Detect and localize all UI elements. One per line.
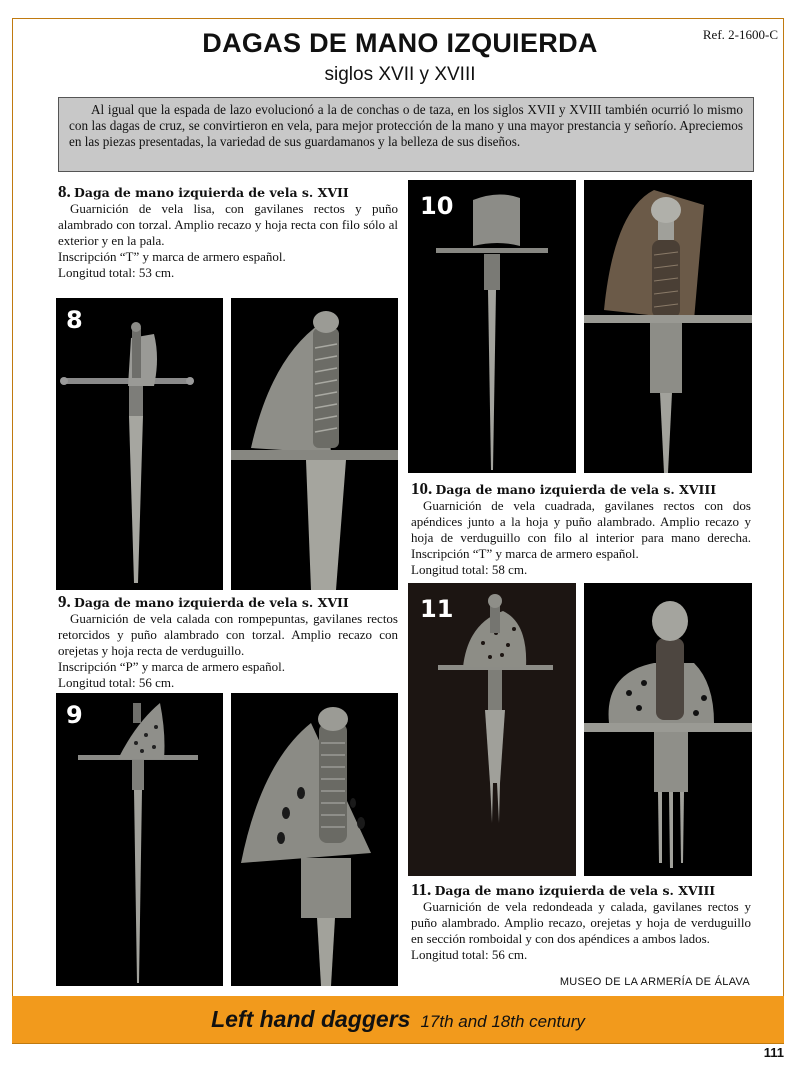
footer-banner [12, 996, 784, 1043]
item-description: Guarnición de vela cuadrada, gavilanes rectos con dos apéndices junto a la hoja y puño alambrado. Amplio recazo y hoja de verduguillo con filo al interior para mano derecha. Inscripción “T” y marca de armero español. [411, 498, 751, 561]
item-number: 10. [411, 479, 433, 498]
photo-dagger-9-detail [231, 693, 398, 986]
item-number: 11. [411, 880, 432, 899]
photo-dagger-10-full [408, 180, 576, 473]
photo-label: 8 [66, 306, 83, 334]
caption-item-9 [58, 594, 398, 691]
item-length: Longitud total: 56 cm. [58, 675, 175, 690]
photo-dagger-8-full [56, 298, 223, 590]
caption-item-8 [58, 184, 398, 281]
photo-dagger-8-detail [231, 298, 398, 590]
page-title: DAGAS DE MANO IZQUIERDA [202, 28, 598, 58]
item-title: Daga de mano izquierda de vela s. XVII [74, 595, 349, 610]
item-inscription: Inscripción “P” y marca de armero español. [58, 659, 286, 674]
item-title: Daga de mano izquierda de vela s. XVIII [434, 883, 716, 898]
intro-box: Al igual que la espada de lazo evolucionó a la de conchas o de taza, en los siglos XVII y XVIII también ocurrió lo mismo con las dagas de cruz, se convirtieron en vela, para mejor protección de la mano y una mayor prestancia y señorío. Apreciemos en las piezas presentadas, la variedad de sus guardamanos y la belleza de sus diseños. [58, 97, 754, 172]
item-description: Guarnición de vela lisa, con gavilanes rectos y puño alambrado con torzal. Amplio recazo y hoja recta con filo sólo al exterior y en la pala. [58, 201, 398, 248]
photo-dagger-9-full [56, 693, 223, 986]
photo-dagger-11-full [408, 583, 576, 876]
item-description: Guarnición de vela redondeada y calada, gavilanes rectos y puño alambrado. Amplio recazo, orejetas y hoja de verduguillo en sección romboidal y con dos apéndices a ambos lados. [411, 899, 751, 946]
caption-item-11 [411, 882, 751, 963]
photo-label: 10 [420, 192, 454, 220]
museum-credit: MUSEO DE LA ARMERÍA DE ÁLAVA [559, 976, 750, 988]
item-inscription: Inscripción “T” y marca de armero español. [58, 249, 286, 264]
photo-label: 11 [420, 595, 454, 623]
item-number: 8. [58, 182, 71, 201]
caption-item-10 [411, 481, 751, 578]
reference-code: Ref. 2-1600-C [702, 27, 778, 42]
photo-label: 9 [66, 701, 83, 729]
page-number: 111 [763, 1045, 784, 1060]
item-length: Longitud total: 56 cm. [411, 947, 528, 962]
item-number: 9. [58, 592, 71, 611]
item-description: Guarnición de vela calada con rompepuntas, gavilanes rectos retorcidos y puño alambrado con torzal. Amplio recazo con orejetas y hoja recta de verduguillo. [58, 611, 398, 658]
item-length: Longitud total: 53 cm. [58, 265, 175, 280]
photo-dagger-10-detail [584, 180, 752, 473]
item-length: Longitud total: 58 cm. [411, 562, 528, 577]
photo-dagger-11-detail [584, 583, 752, 876]
banner-subtitle: 17th and 18th century [420, 1012, 585, 1031]
item-title: Daga de mano izquierda de vela s. XVIII [435, 482, 717, 497]
banner-title: Left hand daggers [211, 1006, 411, 1032]
item-title: Daga de mano izquierda de vela s. XVII [74, 185, 349, 200]
page-subtitle: siglos XVII y XVIII [324, 64, 476, 85]
